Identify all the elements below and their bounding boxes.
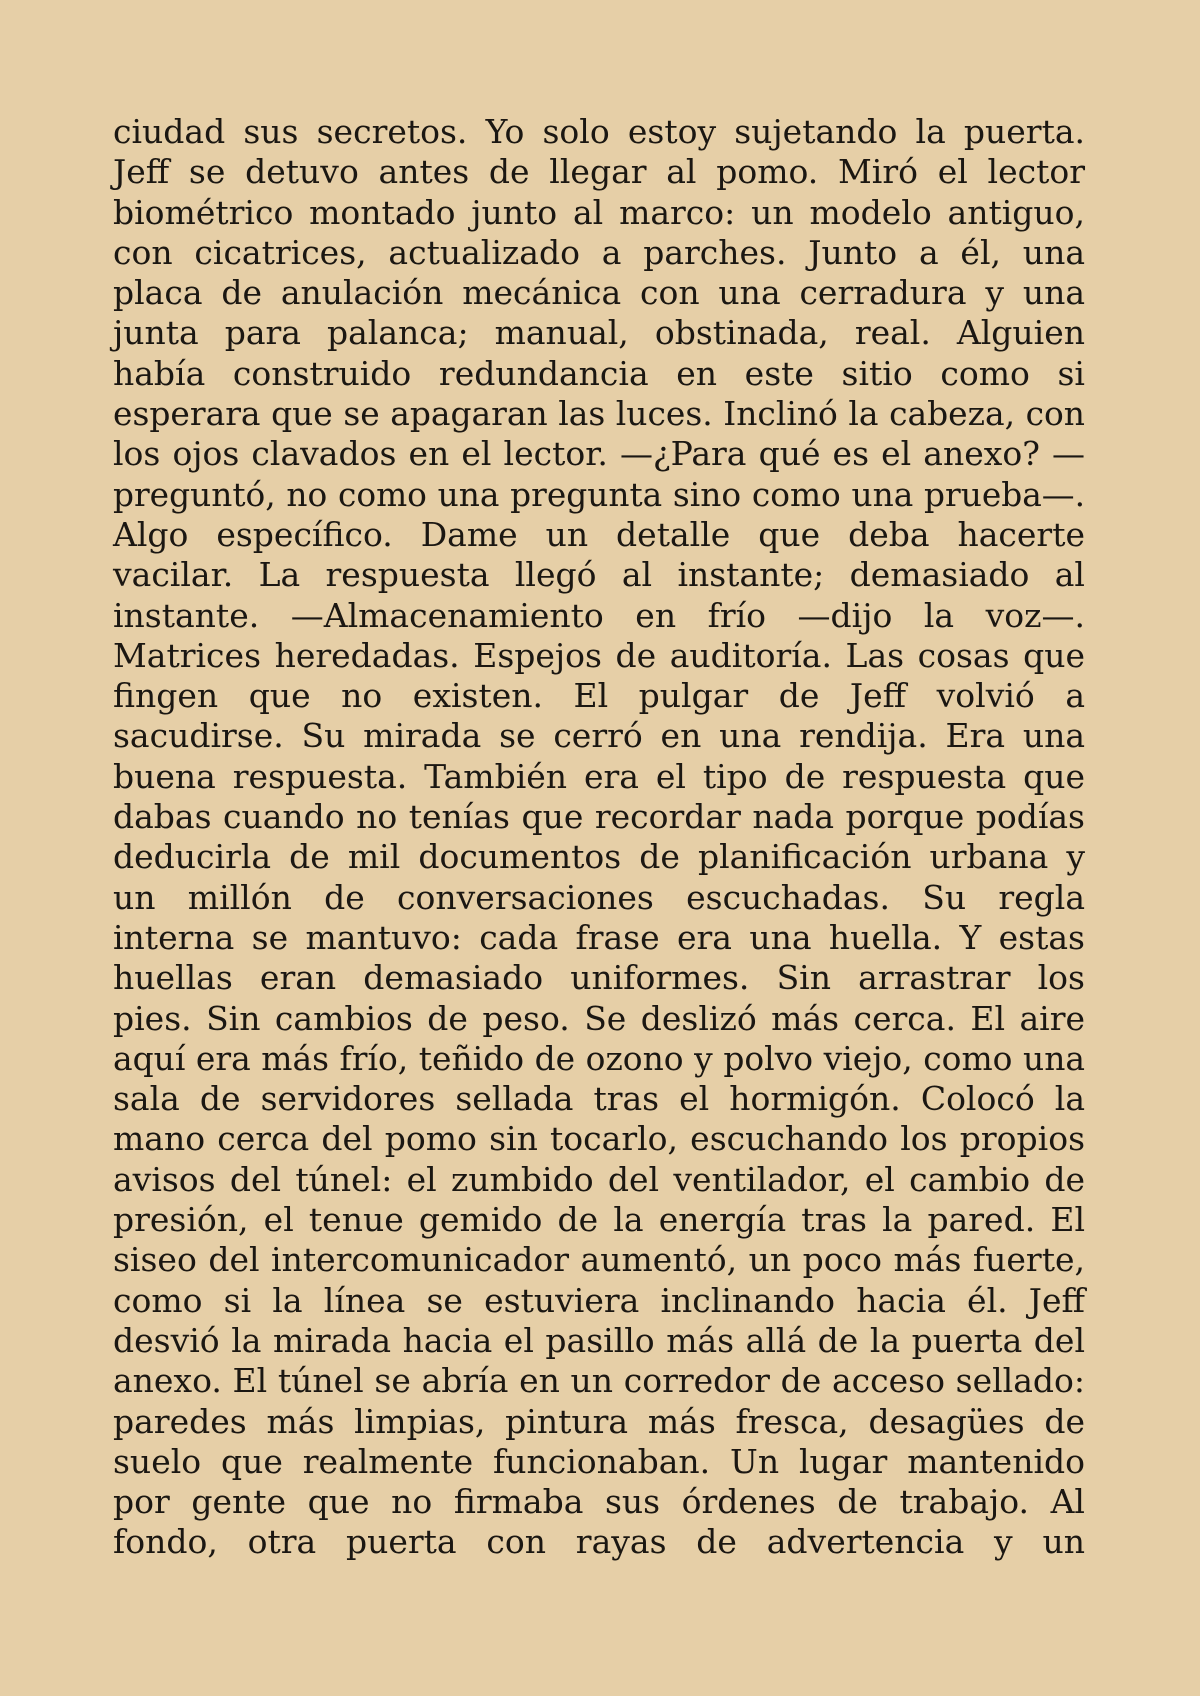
- text-line: paredes más limpias, pintura más fresca, desagües de: [113, 1401, 1085, 1441]
- text-line: biométrico montado junto al marco: un modelo antiguo,: [113, 192, 1085, 232]
- text-line: Matrices heredadas. Espejos de auditoría. Las cosas que: [113, 635, 1085, 675]
- text-line: presión, el tenue gemido de la energía tras la pared. El: [113, 1200, 1085, 1240]
- text-line: instante. —Almacenamiento en frío —dijo la voz—.: [113, 595, 1085, 635]
- text-line: preguntó, no como una pregunta sino como una prueba—.: [113, 475, 1085, 514]
- text-line: siseo del intercomunicador aumentó, un poco más fuerte,: [113, 1240, 1085, 1280]
- text-line: sala de servidores sellada tras el hormigón. Colocó la: [113, 1079, 1085, 1119]
- text-line: un millón de conversaciones escuchadas. Su regla: [113, 877, 1085, 917]
- text-line: mano cerca del pomo sin tocarlo, escuchando los propios: [113, 1119, 1085, 1159]
- text-line: buena respuesta. También era el tipo de respuesta que: [113, 756, 1085, 796]
- text-line: dabas cuando no tenías que recordar nada porque podías: [113, 797, 1085, 837]
- text-line: fondo, otra puerta con rayas de advertencia y un: [113, 1522, 1085, 1562]
- text-line: desvió la mirada hacia el pasillo más allá de la puerta del: [113, 1320, 1085, 1360]
- text-line: Algo específico. Dame un detalle que deba hacerte: [113, 514, 1085, 554]
- text-line: deducirla de mil documentos de planificación urbana y: [113, 837, 1085, 877]
- book-page-text: [113, 112, 1085, 1563]
- text-line: sacudirse. Su mirada se cerró en una rendija. Era una: [113, 716, 1085, 756]
- text-line: huellas eran demasiado uniformes. Sin arrastrar los: [113, 958, 1085, 998]
- text-line: por gente que no firmaba sus órdenes de trabajo. Al: [113, 1482, 1085, 1522]
- text-line: placa de anulación mecánica con una cerradura y una: [113, 273, 1085, 313]
- text-line: pies. Sin cambios de peso. Se deslizó más cerca. El aire: [113, 998, 1085, 1038]
- text-line: vacilar. La respuesta llegó al instante; demasiado al: [113, 555, 1085, 595]
- text-line: Jeff se detuvo antes de llegar al pomo. Miró el lector: [113, 152, 1085, 192]
- text-line: interna se mantuvo: cada frase era una huella. Y estas: [113, 917, 1085, 957]
- text-line: aquí era más frío, teñido de ozono y polvo viejo, como una: [113, 1038, 1085, 1078]
- text-line: los ojos clavados en el lector. —¿Para qué es el anexo? —: [113, 434, 1085, 474]
- text-line: suelo que realmente funcionaban. Un lugar mantenido: [113, 1441, 1085, 1481]
- text-line: había construido redundancia en este sitio como si: [113, 353, 1085, 393]
- text-line: ciudad sus secretos. Yo solo estoy sujetando la puerta.: [113, 112, 1085, 151]
- text-line: junta para palanca; manual, obstinada, real. Alguien: [113, 313, 1085, 353]
- text-line: esperara que se apagaran las luces. Inclinó la cabeza, con: [113, 394, 1085, 434]
- text-line: como si la línea se estuviera inclinando hacia él. Jeff: [113, 1280, 1085, 1320]
- text-line: fingen que no existen. El pulgar de Jeff volvió a: [113, 676, 1085, 716]
- text-line: con cicatrices, actualizado a parches. Junto a él, una: [113, 232, 1085, 272]
- text-line: avisos del túnel: el zumbido del ventilador, el cambio de: [113, 1159, 1085, 1199]
- text-line: anexo. El túnel se abría en un corredor de acceso sellado:: [113, 1361, 1085, 1401]
